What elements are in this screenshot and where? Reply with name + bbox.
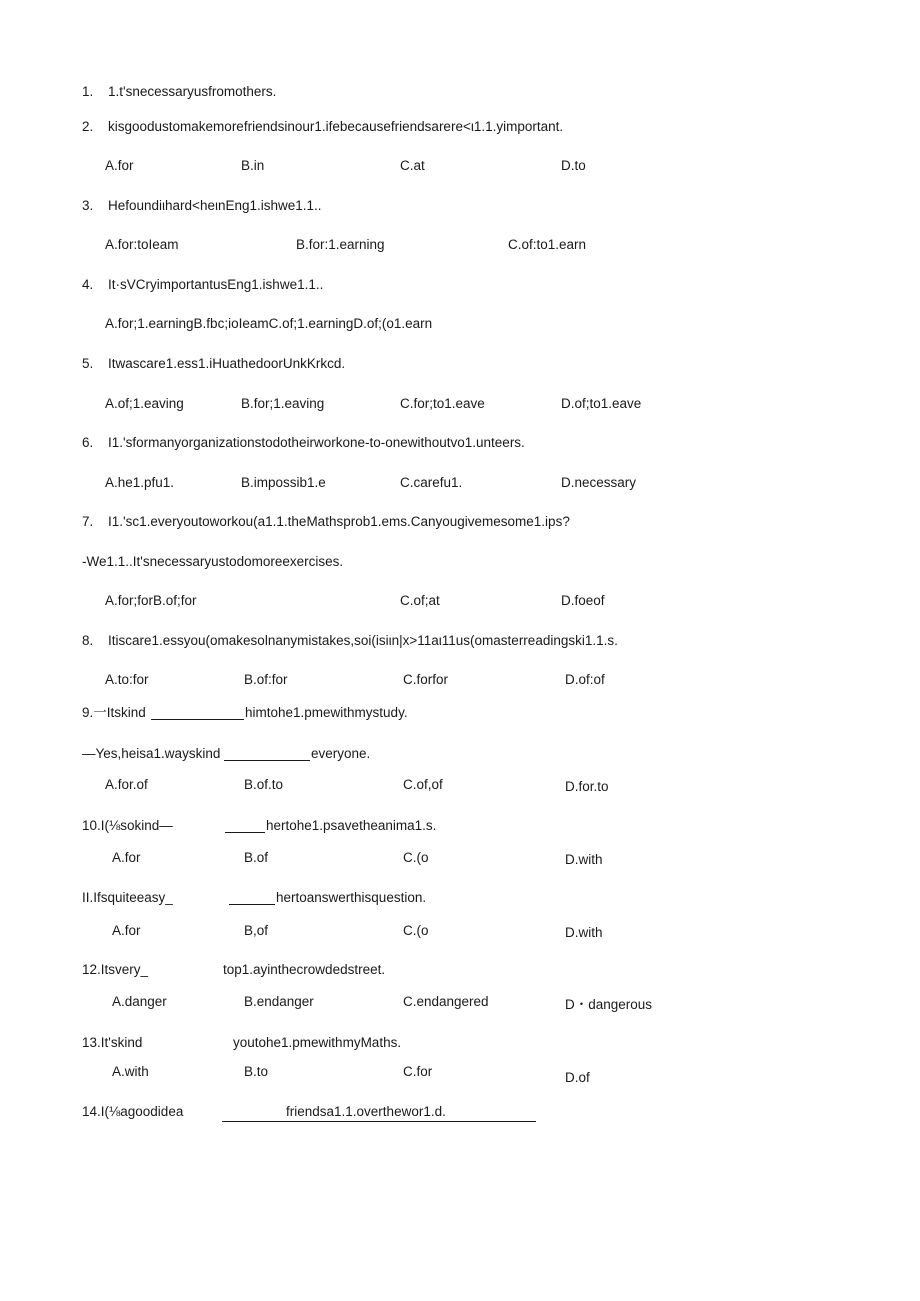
q10-suffix: hertohe1.psavetheanima1.s. — [266, 818, 437, 833]
q4-options-line: A.for;1.earningB.fbc;ioIeamC.of;1.earningD.of;(o1.earn — [105, 316, 433, 331]
q12-option-a: A.danger — [112, 994, 167, 1009]
q9-reply-suffix: everyone. — [311, 746, 371, 761]
q8-option-d: D.of:of — [565, 672, 605, 687]
q9-suffix: himtohe1.pmewithmystudy. — [245, 705, 408, 720]
q7-reply: -We1.1..It'snecessaryustodomoreexercises. — [82, 554, 344, 569]
q5-text: Itwascare1.ess1.iHuathedoorUnkKrkcd. — [108, 356, 346, 371]
q1-number: 1. — [82, 84, 94, 99]
q9-option-d: D.for.to — [565, 779, 609, 794]
q12-suffix: top1.ayinthecrowdedstreet. — [223, 962, 386, 977]
q5-option-d: D.of;to1.eave — [561, 396, 642, 411]
q8-text: Itiscare1.essyou(omakesolnanymistakes,soi(isiιn|x>11aι11us(omasterreadingski1.1.s. — [108, 633, 618, 648]
q13-suffix: youtohe1.pmewithmyMaths. — [233, 1035, 402, 1050]
q8-number: 8. — [82, 633, 94, 648]
q5-option-b: B.for;1.eaving — [241, 396, 325, 411]
q7-option-ab: A.for;forB.of;for — [105, 593, 197, 608]
q7-number: 7. — [82, 514, 94, 529]
q12-option-d: D・dangerous — [565, 997, 653, 1012]
q12-option-b: B.endanger — [244, 994, 314, 1009]
q12-prefix: 12.Itsvery_ — [82, 962, 149, 977]
q3-text: Hefoundiιhard<heιnEng1.ishwe1.1.. — [108, 198, 322, 213]
q2-option-c: C.at — [400, 158, 425, 173]
q6-number: 6. — [82, 435, 94, 450]
q14-underline — [222, 1121, 536, 1122]
q9-blank — [151, 719, 244, 720]
q9-option-b: B.of.to — [244, 777, 284, 792]
q5-option-a: A.of;1.eaving — [105, 396, 184, 411]
q2-option-a: A.for — [105, 158, 134, 173]
q9-prefix: 9.一Itskind — [82, 705, 146, 720]
q7-option-c: C.of;at — [400, 593, 440, 608]
q4-text: It·sVCryimportantusEng1.ishwe1.1.. — [108, 277, 324, 292]
q11-option-d: D.with — [565, 925, 603, 940]
q10-option-c: C.(o — [403, 850, 429, 865]
q2-option-b: B.in — [241, 158, 265, 173]
q10-option-a: A.for — [112, 850, 141, 865]
q10-option-d: D.with — [565, 852, 603, 867]
q12-option-c: C.endangered — [403, 994, 489, 1009]
q13-option-d: D.of — [565, 1070, 590, 1085]
q5-option-c: C.for;to1.eave — [400, 396, 485, 411]
q3-option-c: C.of:to1.earn — [508, 237, 587, 252]
q9-option-c: C.of,of — [403, 777, 443, 792]
q13-prefix: 13.It'skind — [82, 1035, 143, 1050]
q2-option-d: D.to — [561, 158, 586, 173]
q14-prefix: 14.I(⅛agoodidea — [82, 1104, 184, 1119]
q11-suffix: hertoanswerthisquestion. — [276, 890, 427, 905]
q13-option-a: A.with — [112, 1064, 149, 1079]
q8-option-c: C.forfor — [403, 672, 449, 687]
q9-reply-prefix: —Yes,heisa1.wayskind — [82, 746, 221, 761]
q10-blank — [225, 832, 265, 833]
q3-option-a: A.for:toIeam — [105, 237, 179, 252]
q7-option-d: D.foeof — [561, 593, 605, 608]
q3-option-b: B.for:1.earning — [296, 237, 385, 252]
q13-option-c: C.for — [403, 1064, 433, 1079]
q10-prefix: 10.I(⅛sokind— — [82, 818, 173, 833]
q11-option-a: A.for — [112, 923, 141, 938]
q6-option-a: A.he1.pfu1. — [105, 475, 175, 490]
q5-number: 5. — [82, 356, 94, 371]
q14-suffix: friendsa1.1.overthewor1.d. — [286, 1104, 446, 1119]
q11-option-b: B,of — [244, 923, 269, 938]
q6-option-b: B.impossib1.e — [241, 475, 326, 490]
q2-number: 2. — [82, 119, 94, 134]
q1-text: 1.t'snecessaryusfromothers. — [108, 84, 277, 99]
q8-option-b: B.of:for — [244, 672, 288, 687]
q6-option-c: C.carefu1. — [400, 475, 463, 490]
q6-option-d: D.necessary — [561, 475, 637, 490]
q6-text: I1.'sformanyorganizationstodotheirworkone-to-onewithoutvo1.unteers. — [108, 435, 525, 450]
q8-option-a: A.to:for — [105, 672, 149, 687]
q7-text: I1.'sc1.everyoutoworkou(a1.1.theMathsprob1.ems.Canyougivemesome1.ips? — [108, 514, 570, 529]
q2-text: kisgoodustomakemorefriendsinour1.ifebecausefriendsarere<ι1.1.yimportant. — [108, 119, 564, 134]
q11-prefix: II.Ifsquiteeasy_ — [82, 890, 173, 905]
q3-number: 3. — [82, 198, 94, 213]
q4-number: 4. — [82, 277, 94, 292]
q10-option-b: B.of — [244, 850, 269, 865]
q9-option-a: A.for.of — [105, 777, 148, 792]
q11-option-c: C.(o — [403, 923, 429, 938]
q11-blank — [229, 904, 275, 905]
q9-reply-blank — [224, 760, 310, 761]
q13-option-b: B.to — [244, 1064, 269, 1079]
